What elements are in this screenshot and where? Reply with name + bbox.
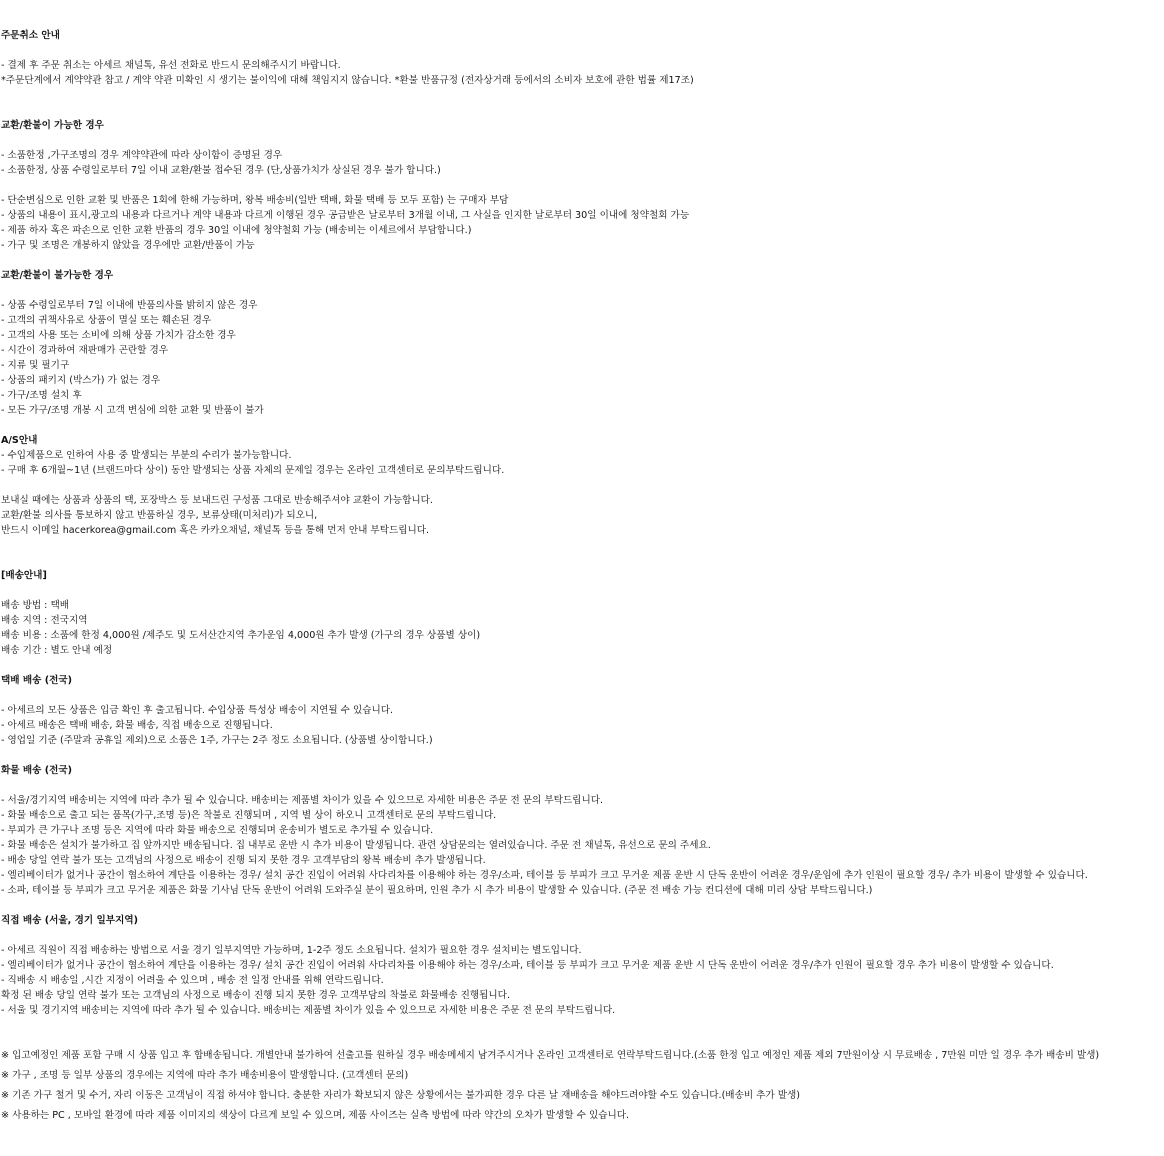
delivery-line: 배송 방법 : 택배 [1, 600, 69, 611]
direct-line: - 엘리베이터가 없거나 공간이 협소하여 계단을 이용하는 경우/ 설치 공간 진입이 어려워 사다리차를 이용해야 하는 경우/소파, 테이블 등 부피가 크고 무거운 제품 운반 시 단독 운반이 어려운 경우/추가 인원이 필요할 경우 추가 비용이 발생할 수 있습니다. [1, 960, 1054, 971]
spacer [1, 748, 1161, 763]
spacer [1, 133, 1161, 148]
spacer [1, 1033, 1161, 1048]
direct-line: - 아세르 직원이 직접 배송하는 방법으로 서울 경기 일부지역만 가능하며, 1-2주 정도 소요됩니다. 설치가 필요한 경우 설치비는 별도입니다. [1, 945, 582, 956]
spacer [1, 1018, 1161, 1033]
parcel-line: - 아세르의 모든 상품은 입금 확인 후 출고됩니다. 수입상품 특성상 배송이 지연될 수 있습니다. [1, 705, 394, 716]
exchange-impossible-line: - 모든 가구/조명 개봉 시 고객 변심에 의한 교환 및 반품이 불가 [1, 405, 264, 416]
delivery-heading: [배송안내] [1, 570, 47, 581]
exchange-possible-line: - 상품의 내용이 표시,광고의 내용과 다르거나 계약 내용과 다르게 이행된 경우 공급받은 날로부터 3개월 이내, 그 사실을 인지한 날로부터 30일 이내에 청약철회 가능 [1, 210, 690, 221]
note-line: ※ 기존 가구 철거 및 수거, 자리 이동은 고객님이 직접 하셔야 합니다. 충분한 자리가 확보되지 않은 상황에서는 불가피한 경우 다른 날 재배송을 해야드려야할 수도 있습니다.(배송비 추가 발생) [1, 1090, 801, 1101]
note-line: ※ 가구 , 조명 등 일부 상품의 경우에는 지역에 따라 추가 배송비용이 발생합니다. (고객센터 문의) [1, 1070, 409, 1081]
direct-heading: 직접 배송 (서울, 경기 일부지역) [1, 915, 138, 926]
exchange-impossible-line: - 상품의 패키지 (박스가) 가 없는 경우 [1, 375, 160, 386]
exchange-impossible-line: - 상품 수령일로부터 7일 이내에 반품의사를 밝히지 않은 경우 [1, 300, 258, 311]
freight-heading: 화물 배송 (전국) [1, 765, 73, 776]
freight-line: - 배송 당일 연락 불가 또는 고객님의 사정으로 배송이 진행 되지 못한 경우 고객부담의 왕복 배송비 추가 발생됩니다. [1, 855, 486, 866]
cancel-line: *주문단계에서 계약약관 참고 / 계약 약관 미확인 시 생기는 불이익에 대해 책임지지 않습니다. *환불 반품규정 (전자상거래 등에서의 소비자 보호에 관한 법률 제17조) [1, 75, 694, 86]
spacer [1, 418, 1161, 433]
freight-line: - 서울/경기지역 배송비는 지역에 따라 추가 될 수 있습니다. 배송비는 제품별 차이가 있을 수 있으므로 자세한 비용은 주문 전 문의 부탁드립니다. [1, 795, 604, 806]
freight-line: - 화물 배송은 설치가 불가하고 집 앞까지만 배송됩니다. 집 내부로 운반 시 추가 비용이 발생됩니다. 관련 상담문의는 열려있습니다. 주문 전 채널톡, 유선으로 문의 주세요. [1, 840, 711, 851]
spacer [1, 283, 1161, 298]
freight-line: - 화물 배송으로 출고 되는 품목(가구,조명 등)은 착불로 진행되며 , 지역 별 상이 하오니 고객센터로 문의 부탁드립니다. [1, 810, 497, 821]
spacer [1, 178, 1161, 193]
parcel-line: - 아세르 배송은 택배 배송, 화물 배송, 직접 배송으로 진행됩니다. [1, 720, 273, 731]
spacer [1, 658, 1161, 673]
exchange-impossible-line: - 고객의 귀책사유로 상품이 멸실 또는 훼손된 경우 [1, 315, 212, 326]
freight-line: - 소파, 테이블 등 부피가 크고 무거운 제품은 화물 기사님 단독 운반이 어려워 도와주실 분이 필요하며, 인원 추가 시 추가 비용이 발생할 수 있습니다. (주문 전 배송 가능 컨디션에 대해 미리 상담 부탁드립니다.) [1, 885, 873, 896]
return-notice-line: 보내실 때에는 상품과 상품의 택, 포장박스 등 보내드린 구성품 그대로 반송해주셔야 교환이 가능합니다. [1, 495, 433, 506]
return-notice-line: 교환/환불 의사를 통보하지 않고 반품하실 경우, 보류상태(미처리)가 되오니, [1, 510, 318, 521]
delivery-line: 배송 지역 : 전국지역 [1, 615, 88, 626]
delivery-line: 배송 비용 : 소품에 한정 4,000원 /제주도 및 도서산간지역 추가운임 4,000원 추가 발생 (가구의 경우 상품별 상이) [1, 630, 481, 641]
exchange-impossible-line: - 가구/조명 설치 후 [1, 390, 82, 401]
direct-line: 확정 된 배송 당일 연락 불가 또는 고객님의 사정으로 배송이 진행 되지 못한 경우 고객부담의 착불로 화물배송 진행됩니다. [1, 990, 511, 1001]
note-line: ※ 사용하는 PC , 모바일 환경에 따라 제품 이미지의 색상이 다르게 보일 수 있으며, 제품 사이즈는 실측 방법에 따라 약간의 오차가 발생할 수 있습니다. [1, 1110, 630, 1121]
delivery-line: 배송 기간 : 별도 안내 예정 [1, 645, 113, 656]
direct-line: - 직배송 시 배송일 ,시간 지정이 어려울 수 있으며 , 배송 전 일정 안내를 위해 연락드립니다. [1, 975, 384, 986]
exchange-possible-line: - 제품 하자 혹은 파손으로 인한 교환 반품의 경우 30일 이내에 청약철회 가능 (배송비는 이세르에서 부담합니다.) [1, 225, 472, 236]
spacer [1, 478, 1161, 493]
exchange-possible-line: - 소품한정 ,가구조명의 경우 계약약관에 따라 상이함이 증명된 경우 [1, 150, 283, 161]
exchange-impossible-heading: 교환/환불이 불가능한 경우 [1, 270, 114, 281]
spacer [1, 583, 1161, 598]
cancel-heading: 주문취소 안내 [1, 30, 60, 41]
return-notice-line: 반드시 이메일 hacerkorea@gmail.com 혹은 카카오채널, 채널톡 등을 통해 먼저 안내 부탁드립니다. [1, 525, 430, 536]
exchange-possible-line: - 단순변심으로 인한 교환 및 반품은 1회에 한해 가능하며, 왕복 배송비(일반 택배, 화물 택배 등 모두 포함) 는 구매자 부담 [1, 195, 509, 206]
spacer [1, 538, 1161, 553]
spacer [1, 688, 1161, 703]
exchange-possible-line: - 소품한정, 상품 수령일로부터 7일 이내 교환/환불 접수된 경우 (단,상품가치가 상실된 경우 불가 합니다.) [1, 165, 441, 176]
freight-line: - 엘리베이터가 없거나 공간이 협소하여 계단을 이용하는 경우/ 설치 공간 진입이 어려워 사다리차를 이용해야 하는 경우/소파, 테이블 등 부피가 크고 무거운 제품 운반 시 단독 운반이 어려운 경우/운임에 추가 인원이 필요할 경우/ 추가 비용이 발생할 수 있습니다. [1, 870, 1088, 881]
direct-line: - 서울 및 경기지역 배송비는 지역에 따라 추가 될 수 있습니다. 배송비는 제품별 차이가 있을 수 있으므로 자세한 비용은 주문 전 문의 부탁드립니다. [1, 1005, 616, 1016]
exchange-impossible-line: - 지류 및 필기구 [1, 360, 70, 371]
spacer [1, 898, 1161, 913]
exchange-impossible-line: - 시간이 경과하여 재판매가 곤란할 경우 [1, 345, 168, 356]
as-line: - 수입제품으로 인하여 사용 중 발생되는 부분의 수리가 불가능합니다. [1, 450, 292, 461]
parcel-heading: 택배 배송 (전국) [1, 675, 73, 686]
parcel-line: - 영업일 기준 (주말과 공휴일 제외)으로 소품은 1주, 가구는 2주 정도 소요됩니다. (상품별 상이합니다.) [1, 735, 433, 746]
cancel-line: - 결제 후 주문 취소는 아세르 채널톡, 유선 전화로 반드시 문의해주시기 바랍니다. [1, 60, 341, 71]
policy-document [1, 28, 1161, 1123]
spacer [1, 253, 1161, 268]
freight-line: - 부피가 큰 가구나 조명 등은 지역에 따라 화물 배송으로 진행되며 운송비가 별도로 추가될 수 있습니다. [1, 825, 434, 836]
exchange-possible-line: - 가구 및 조명은 개봉하지 않았을 경우에만 교환/반품이 가능 [1, 240, 255, 251]
spacer [1, 43, 1161, 58]
spacer [1, 928, 1161, 943]
spacer [1, 88, 1161, 103]
note-line: ※ 입고예정인 제품 포함 구매 시 상품 입고 후 합배송됩니다. 개별안내 불가하여 선출고를 원하실 경우 배송메세지 남겨주시거나 온라인 고객센터로 연락부탁드립니다.(소품 한정 입고 예정인 제품 제외 7만원이상 시 무료배송 , 7만원 미만 일 경우 추가 배송비 발생) [1, 1050, 1100, 1061]
spacer [1, 103, 1161, 118]
spacer [1, 778, 1161, 793]
exchange-possible-heading: 교환/환불이 가능한 경우 [1, 120, 104, 131]
spacer [1, 553, 1161, 568]
exchange-impossible-line: - 고객의 사용 또는 소비에 의해 상품 가치가 감소한 경우 [1, 330, 236, 341]
as-line: - 구매 후 6개월~1년 (브랜드마다 상이) 동안 발생되는 상품 자체의 문제일 경우는 온라인 고객센터로 문의부탁드립니다. [1, 465, 505, 476]
as-heading: A/S안내 [1, 435, 38, 446]
